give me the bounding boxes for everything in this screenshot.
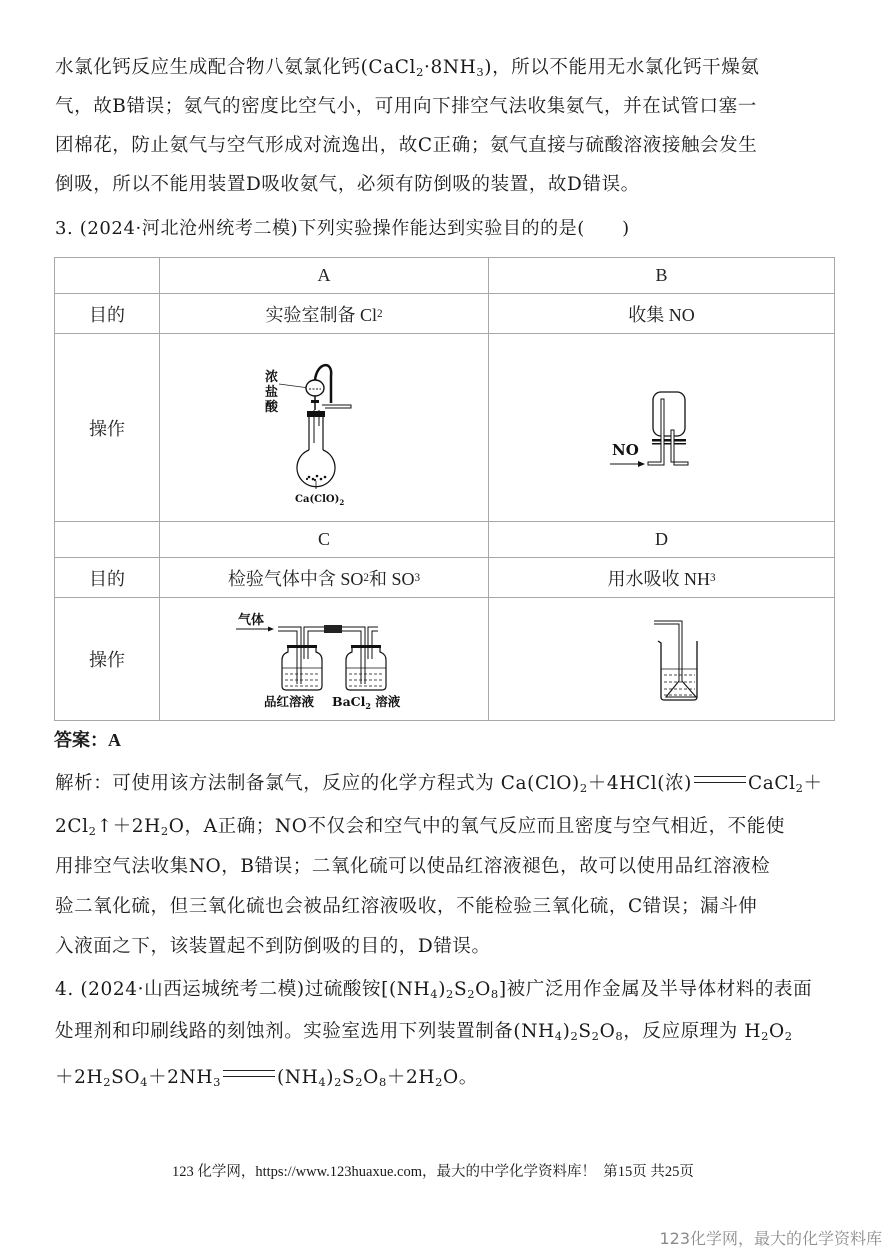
subscript: 2 — [416, 64, 424, 79]
text: 2Cl — [55, 816, 89, 837]
option-c-purpose: 检验气体中含 SO 2 和 SO 3 — [160, 558, 488, 597]
option-b-diagram — [489, 334, 834, 521]
answer-label: 答案： — [54, 730, 108, 751]
text: (NH — [276, 1067, 319, 1088]
text: ＋4HCl(浓) — [587, 773, 692, 794]
subscript: 4 — [554, 1028, 563, 1043]
question-4-line-1 — [55, 978, 812, 1002]
text: ·8NH — [423, 57, 477, 78]
subscript: 2 — [467, 986, 476, 1001]
subscript: 4 — [318, 1074, 327, 1089]
option-a-diagram — [160, 334, 488, 521]
explanation-line-3: 用排空气法收集NO，B错误；二氧化硫可以使品红溶液褪色，故可以使用品红溶液检 — [55, 856, 771, 877]
text: O — [363, 1067, 379, 1088]
prev-explanation-line-3: 团棉花，防止氨气与空气形成对流逸出，故C正确；氨气直接与硫酸溶液接触会发生 — [55, 135, 758, 156]
row-label-purpose: 目的 — [89, 304, 125, 325]
answer-value: A — [108, 730, 121, 750]
equals-sign — [694, 776, 746, 783]
text: S — [453, 979, 468, 1000]
explanation-line-4: 验二氧化硫，但三氧化硫也会被品红溶液吸收，不能检验三氧化硫，C错误；漏斗伸 — [55, 896, 758, 917]
subscript: 4 — [430, 986, 439, 1001]
question-4-line-3 — [55, 1066, 478, 1090]
chlorine-generator-apparatus-icon — [259, 348, 389, 508]
table-border — [834, 257, 835, 721]
page-number: 第15页 共25页 — [603, 1164, 694, 1180]
text: CaCl — [747, 773, 796, 794]
question-4-line-2 — [55, 1020, 793, 1044]
gas-label: NO — [611, 440, 639, 459]
prev-explanation-line-2: 气，故B错误；氨气的密度比空气小，可用向下排空气法收集氨气，并在试管口塞一 — [55, 96, 757, 117]
bottle-1-label: 品红溶液 — [264, 694, 315, 709]
option-b-header: B — [655, 265, 668, 285]
subscript: 8 — [378, 1074, 387, 1089]
subscript: 4 — [140, 1074, 149, 1089]
subscript: 2 — [795, 780, 804, 795]
subscript: 2 — [355, 1074, 364, 1089]
label-concentrated: 浓 — [265, 369, 279, 385]
subscript: 8 — [490, 986, 499, 1001]
text: ＋2NH — [148, 1067, 214, 1088]
text: )，所以不能用无水氯化钙干燥氨 — [484, 57, 760, 78]
text: 处理剂和印刷线路的刻蚀剂。实验室选用下列装置制备(NH — [55, 1021, 555, 1042]
subscript: 2 — [160, 823, 169, 838]
text: O — [475, 979, 491, 1000]
inverted-funnel-beaker-icon — [612, 609, 712, 709]
prev-explanation-line-1 — [55, 56, 759, 80]
subscript: 3 — [476, 64, 485, 79]
subscript: 2 — [570, 1028, 579, 1043]
subscript: 2 — [784, 1028, 793, 1043]
explanation-line-2 — [55, 815, 785, 839]
text: O，A正确；NO不仅会和空气中的氧气反应而且密度与空气相近，不能使 — [168, 816, 785, 837]
text: ＋2H — [55, 1067, 104, 1088]
subscript: 2 — [103, 1074, 112, 1089]
footer-text: 123 化学网，https://www.123huaxue.com，最大的中学化学资料库！ — [172, 1164, 596, 1180]
reagent-label: $Ca(ClO)_2$ — [295, 493, 345, 507]
equals-sign — [223, 1070, 275, 1077]
option-d-purpose: 用水吸收 NH 3 — [489, 558, 834, 597]
bottle-2-label: BaCl$_2$ 溶液 — [332, 694, 401, 711]
answer — [54, 726, 121, 752]
label-acid: 酸 — [265, 399, 279, 415]
text: 水氯化钙反应生成配合物八氨氯化钙(CaCl — [55, 57, 417, 78]
text: ]被广泛用作金属及半导体材料的表面 — [498, 979, 813, 1000]
text: ↑＋2H — [96, 816, 161, 837]
subscript: 2 — [446, 986, 454, 1001]
page-footer — [172, 1160, 694, 1181]
option-c-header: C — [317, 529, 330, 549]
prev-explanation-line-4: 倒吸，所以不能用装置D吸收氨气，必须有防倒吸的装置，故D错误。 — [55, 174, 640, 195]
text: ，反应原理为 H — [623, 1021, 762, 1042]
subscript: 2 — [591, 1028, 600, 1043]
option-c-diagram — [160, 598, 488, 720]
subscript: 2 — [761, 1028, 769, 1043]
text: O — [769, 1021, 785, 1042]
text: S — [578, 1021, 592, 1042]
question-3-stem: 3. (2024·河北沧州统考二模)下列实验操作能达到实验目的的是( ) — [55, 218, 630, 239]
label-hydrochloric: 盐 — [265, 384, 279, 400]
text: ＋2H — [386, 1067, 436, 1088]
text: ＋ — [803, 773, 823, 794]
text: ) — [326, 1067, 335, 1088]
gas-collection-bottle-icon — [592, 368, 732, 488]
text: 解析：可使用该方法制备氯气，反应的化学方程式为 Ca(ClO) — [55, 773, 580, 794]
inlet-label: 气体 — [238, 613, 265, 628]
text: 实验室制备 Cl — [265, 304, 377, 325]
table-border — [54, 720, 835, 721]
explanation-line-1 — [55, 772, 823, 796]
option-a-purpose: 实验室制备 Cl 2 — [160, 294, 488, 333]
option-a-header: A — [317, 265, 331, 285]
subscript: 2 — [579, 780, 588, 795]
row-label-operation: 操作 — [89, 418, 125, 439]
text: ) — [438, 979, 447, 1000]
subscript: 8 — [615, 1028, 624, 1043]
two-wash-bottles-icon — [224, 604, 424, 714]
subscript: 2 — [334, 1074, 342, 1089]
text: 4. (2024·山西运城统考二模)过硫酸铵[(NH — [55, 979, 431, 1000]
option-d-header: D — [655, 529, 668, 549]
text: 用水吸收 NH — [607, 568, 710, 589]
text: 和 SO — [369, 568, 415, 589]
text: SO — [111, 1067, 141, 1088]
text: O。 — [442, 1067, 478, 1088]
option-b-purpose — [489, 294, 834, 333]
text: 收集 NO — [628, 304, 695, 325]
subscript: 3 — [213, 1074, 221, 1089]
row-label-operation: 操作 — [89, 650, 125, 670]
text: ) — [562, 1021, 571, 1042]
text: 检验气体中含 SO — [227, 568, 364, 589]
watermark: 123化学网，最大的化学资料库 — [659, 1229, 882, 1248]
option-d-diagram — [489, 598, 834, 720]
subscript: 2 — [88, 823, 97, 838]
text: S — [341, 1067, 356, 1088]
subscript: 2 — [435, 1074, 443, 1089]
explanation-line-5: 入液面之下，该装置起不到防倒吸的目的，D错误。 — [55, 936, 491, 957]
options-table — [54, 257, 835, 721]
row-label-purpose: 目的 — [89, 568, 125, 589]
text: O — [599, 1021, 616, 1042]
